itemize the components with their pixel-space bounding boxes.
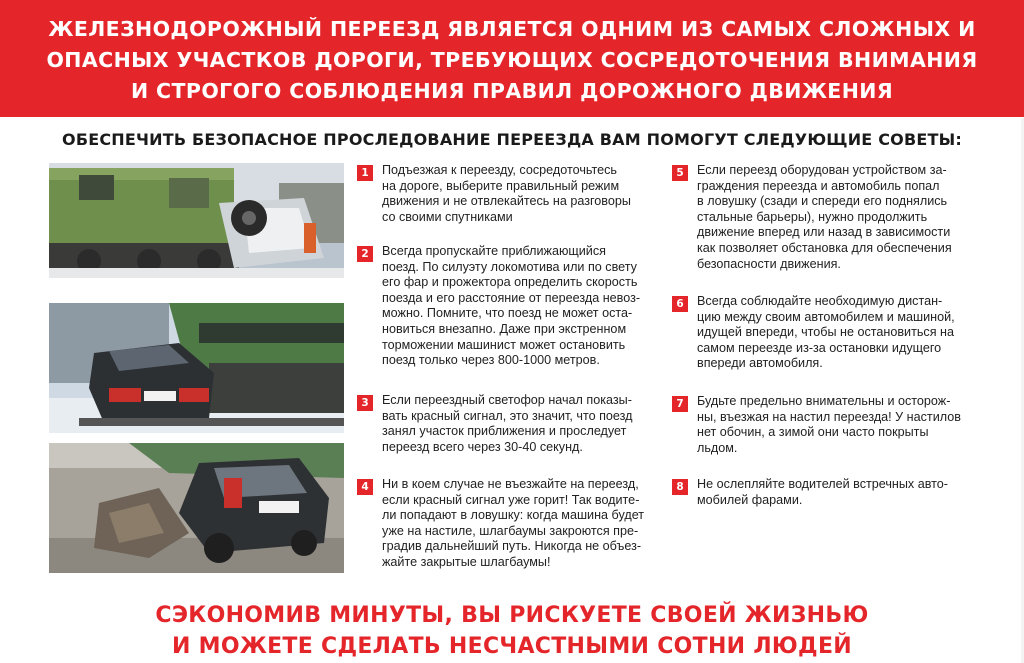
tip-text: Если переездный светофор начал показы- вать красный сигнал, это значит, что поезд занял участок приближения и проследует переезд всего через 30-40 секунд. bbox=[382, 393, 633, 454]
header-line: ЖЕЛЕЗНОДОРОЖНЫЙ ПЕРЕЕЗД ЯВЛЯЕТСЯ ОДНИМ ИЗ САМЫХ СЛОЖНЫХ И bbox=[48, 17, 976, 41]
tip-number: 4 bbox=[357, 479, 373, 495]
header-banner bbox=[0, 0, 1024, 117]
accident-photo-3 bbox=[49, 443, 344, 573]
header-line: ОПАСНЫХ УЧАСТКОВ ДОРОГИ, ТРЕБУЮЩИХ СОСРЕДОТОЧЕНИЯ ВНИМАНИЯ bbox=[46, 48, 978, 72]
tip-number: 2 bbox=[357, 246, 373, 262]
tip-number: 7 bbox=[672, 396, 688, 412]
tip-number: 3 bbox=[357, 395, 373, 411]
accident-photo-2 bbox=[49, 303, 344, 433]
tip-item bbox=[672, 163, 992, 272]
tip-text: Не ослепляйте водителей встречных авто- мобилей фарами. bbox=[697, 477, 948, 507]
tip-text: Всегда соблюдайте необходимую дистан- цию между своим автомобилем и машиной, идущей впереди, чтобы не остановиться на самом переезде из-за остановки идущего впереди автомобиля. bbox=[697, 294, 955, 371]
header-line: И СТРОГОГО СОБЛЮДЕНИЯ ПРАВИЛ ДОРОЖНОГО ДВИЖЕНИЯ bbox=[130, 79, 894, 103]
tip-number: 1 bbox=[357, 165, 373, 181]
tip-number: 5 bbox=[672, 165, 688, 181]
tip-text: Будьте предельно внимательны и осторож- ны, въезжая на настил переезда! У настилов нет обочин, а зимой они часто покрыты льдом. bbox=[697, 394, 961, 455]
footer-warning bbox=[0, 600, 1024, 662]
tip-item bbox=[357, 393, 672, 455]
tip-item bbox=[672, 294, 992, 372]
tip-text: Если переезд оборудован устройством за- граждения переезда и автомобиль попал в ловушку (сзади и спереди его поднялись стальные барьеры), нужно продолжить движение вперед или назад в зависимости как позволяет обстановка для обеспечения безопасности движения. bbox=[697, 163, 952, 271]
tip-text: Ни в коем случае не въезжайте на переезд, если красный сигнал уже горит! Так водите- ли попадают в ловушку: когда машина будет уже на настиле, шлагбаумы закроются пре- градив дальнейший путь. Никогда не объез- жайте закрытые шлагбаумы! bbox=[382, 477, 645, 569]
subtitle: ОБЕСПЕЧИТЬ БЕЗОПАСНОЕ ПРОСЛЕДОВАНИЕ ПЕРЕЕЗДА ВАМ ПОМОГУТ СЛЕДУЮЩИЕ СОВЕТЫ: bbox=[62, 130, 962, 149]
accident-photo-1 bbox=[49, 163, 344, 278]
tip-item bbox=[357, 163, 672, 225]
tip-item bbox=[672, 394, 992, 456]
tip-text: Подъезжая к переезду, сосредоточьтесь на дороге, выберите правильный режим движения и не отвлекайтесь на разговоры со своими спутниками bbox=[382, 163, 631, 224]
footer-line: И МОЖЕТЕ СДЕЛАТЬ НЕСЧАСТНЫМИ СОТНИ ЛЮДЕЙ bbox=[171, 634, 852, 659]
tip-item bbox=[672, 477, 992, 508]
tip-number: 6 bbox=[672, 296, 688, 312]
footer-line: СЭКОНОМИВ МИНУТЫ, ВЫ РИСКУЕТЕ СВОЕЙ ЖИЗНЬЮ bbox=[155, 603, 869, 628]
tip-text: Всегда пропускайте приближающийся поезд. По силуэту локомотива или по свету его фар и прожектора определить скорость поезда и его расстояние от переезда невоз- можно. Помните, что поезд не может оста- новиться внезапно. Даже при экстренном торможении машинист может остановить поезд только через 800-1000 метров. bbox=[382, 244, 641, 368]
tip-item bbox=[357, 244, 672, 369]
tip-number: 8 bbox=[672, 479, 688, 495]
tip-item bbox=[357, 477, 672, 571]
